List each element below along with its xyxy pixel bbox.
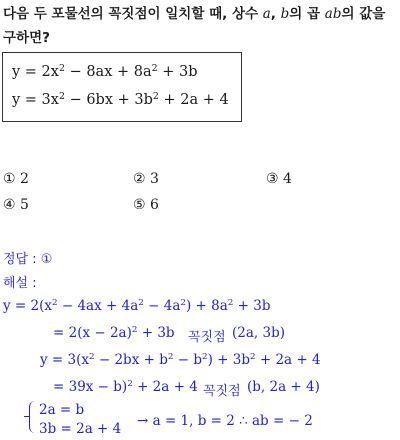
question-var-ab: ab — [324, 6, 342, 22]
vertex-coords-2: (b, 2a + 4) — [247, 379, 320, 395]
solution-line-2: = $2(x - 2a)^2 + 3b$ — [53, 325, 175, 341]
system-brace — [29, 401, 36, 433]
choice-3[interactable]: ③ 4 — [266, 171, 292, 187]
vertex-label-2: 꼭짓점 — [203, 384, 241, 399]
system-eq-2: 3b = 2a + 4 — [39, 421, 122, 437]
solution-conclusion: → a = 1, b = 2 ∴ ab = − 2 — [137, 413, 313, 429]
question-text — [3, 2, 397, 50]
solution-line-4: = 39x − b)$^2$ + 2a + 4 — [53, 379, 198, 395]
question-var-a: a — [262, 6, 271, 22]
choice-2[interactable]: ② 3 — [133, 171, 159, 187]
choice-4[interactable]: ④ 5 — [3, 197, 29, 213]
equation-1: $y = 2x^2 - 8ax + 8a^2 + 3b$ — [12, 62, 198, 80]
choice-5[interactable]: ⑤ 6 — [133, 197, 159, 213]
question-text-part: 구하면? — [3, 30, 50, 46]
vertex-label-1: 꼭짓점 — [188, 330, 226, 345]
solution-label: 해설 : — [3, 276, 37, 291]
question-text-part: 다음 두 포물선의 꼭짓점이 일치할 때, 상수 — [3, 6, 263, 22]
solution-line-1: $y = 2(x^2 - 4ax + 4a^2 - 4a^2) + 8a^2 + 3b$ — [3, 298, 271, 314]
answer-label: 정답 : ① — [3, 252, 53, 267]
equation-2: $y = 3x^2 - 6bx + 3b^2 + 2a + 4$ — [12, 90, 229, 108]
vertex-coords-1: (2a, 3b) — [232, 325, 285, 341]
equation-box — [2, 52, 242, 122]
question-var-b: b — [280, 6, 290, 22]
question-text-part: 의 값을 — [341, 6, 386, 22]
solution-line-3: $y = 3(x^2 - 2bx + b^2 - b^2) + 3b^2 + 2a + 4$ — [40, 352, 321, 368]
system-eq-1: 2a = b — [39, 402, 85, 418]
system-brace-tip — [24, 416, 30, 417]
question-text-part: 의 곱 — [289, 6, 325, 22]
choice-1[interactable]: ① 2 — [3, 171, 29, 187]
question-text-part: , — [270, 6, 281, 22]
